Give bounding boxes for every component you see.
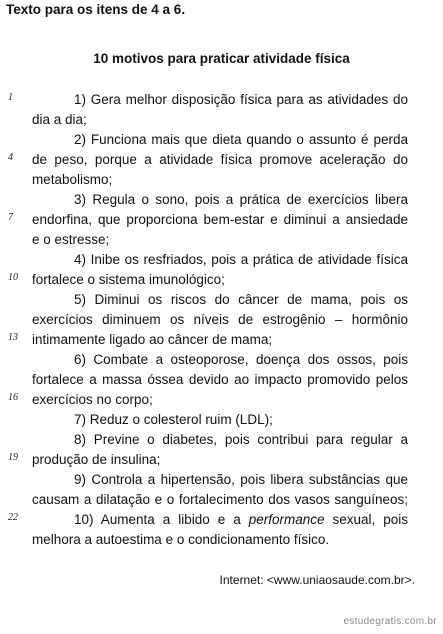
line-number: 22 <box>8 512 18 523</box>
text-line: 2) Funciona mais que dieta quando o assunto é perda <box>74 132 408 147</box>
text-line: exercícios no corpo; <box>32 392 153 407</box>
text-line: causam a dilatação e o fortalecimento dos vasos sanguíneos; <box>32 492 408 507</box>
text-line: endorfina, que proporciona bem-estar e diminui a ansiedade <box>32 212 408 227</box>
line-number: 16 <box>8 392 18 403</box>
line-number: 19 <box>8 452 18 463</box>
text-line: 7) Reduz o colesterol ruim (LDL); <box>74 412 273 427</box>
text-line: produção de insulina; <box>32 452 161 467</box>
italic-word: performance <box>248 512 325 527</box>
line-number: 1 <box>8 92 13 103</box>
text-line: intimamente ligado ao câncer de mama; <box>32 332 273 347</box>
text-line: 6) Combate a osteoporose, doença dos ossos, pois <box>74 352 408 367</box>
site-watermark: estudegratis.com.br <box>343 616 437 627</box>
text-line: 8) Previne o diabetes, pois contribui para regular a <box>74 432 408 447</box>
text-line: dia a dia; <box>32 112 87 127</box>
text-segment: 10) Aumenta a libido e a <box>74 512 241 527</box>
text-line: e o estresse; <box>32 232 110 247</box>
source-citation: Internet: <www.uniaosaude.com.br>. <box>219 573 415 587</box>
text-line-mixed <box>32 510 408 530</box>
text-line: fortalece a massa óssea devido ao impacto promovido pelos <box>32 372 408 387</box>
text-title: 10 motivos para praticar atividade física <box>93 51 350 66</box>
text-line: 9) Controla a hipertensão, pois libera substâncias que <box>74 472 408 487</box>
text-line: 1) Gera melhor disposição física para as atividades do <box>74 92 408 107</box>
text-line: metabolismo; <box>32 172 113 187</box>
text-line: exercícios diminuem os níveis de estrogênio – hormônio <box>32 312 408 327</box>
text-line: 3) Regula o sono, pois a prática de exercícios libera <box>74 192 408 207</box>
text-line: fortalece o sistema imunológico; <box>32 272 225 287</box>
line-number: 4 <box>8 152 13 163</box>
text-line: melhora a autoestima e o condicionamento físico. <box>32 532 330 547</box>
section-header: Texto para os itens de 4 a 6. <box>6 2 186 17</box>
line-number: 7 <box>8 212 13 223</box>
line-number: 10 <box>8 272 18 283</box>
text-line: 4) Inibe os resfriados, pois a prática de atividade física <box>74 252 408 267</box>
line-number: 13 <box>8 332 18 343</box>
text-line: 5) Diminui os riscos do câncer de mama, pois os <box>74 292 408 307</box>
text-line: de peso, porque a atividade física promove aceleração do <box>32 152 408 167</box>
text-segment: sexual, pois <box>332 512 408 527</box>
